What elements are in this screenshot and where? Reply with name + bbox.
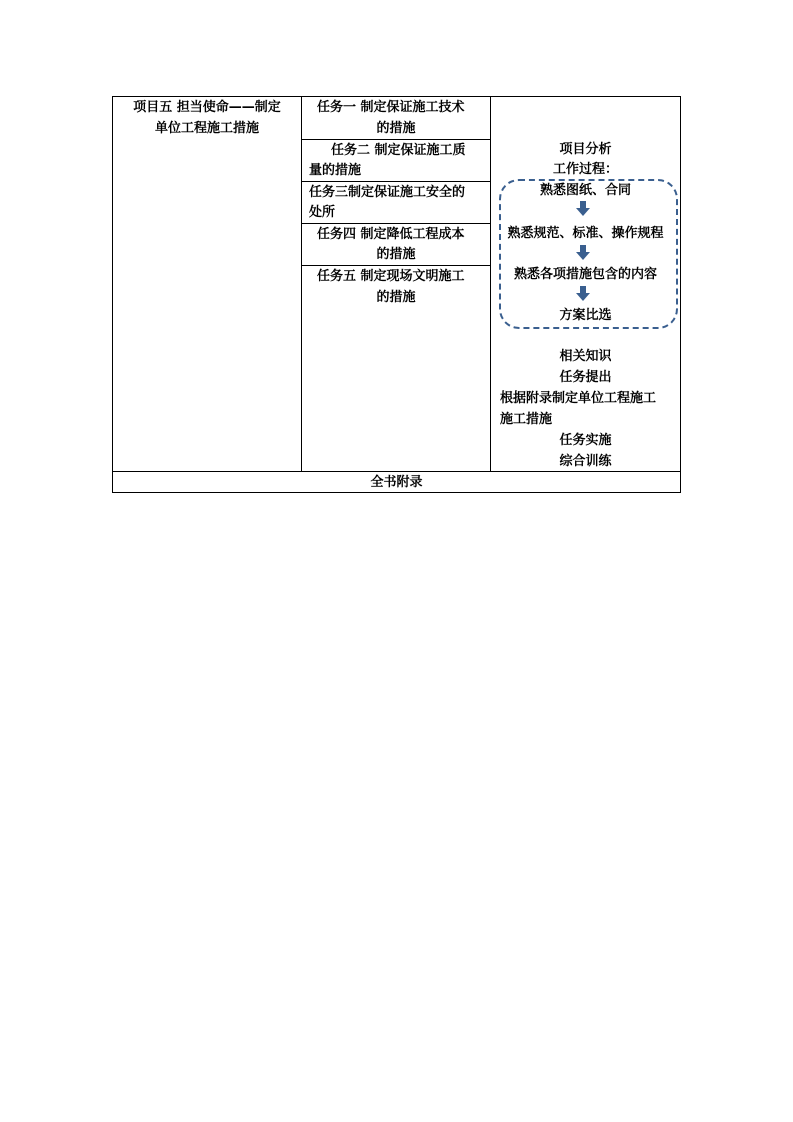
task-4-line1: 任务四 制定降低工程成本 <box>317 227 465 242</box>
task-1-line1: 任务一 制定保证施工技术 <box>317 100 465 115</box>
arrow-down-icon <box>575 245 591 261</box>
task-2-line2: 量的措施 <box>309 163 362 178</box>
task-1-line2: 的措施 <box>376 121 416 136</box>
task-5-line1: 任务五 制定现场文明施工 <box>317 269 465 284</box>
project-title-line1: 项目五 担当使命——制定 <box>133 100 281 115</box>
task-implementation: 任务实施 <box>559 433 612 448</box>
basis-line2: 施工措施 <box>500 412 553 427</box>
process-title: 工作过程： <box>552 162 618 177</box>
task-5-line2: 的措施 <box>376 290 416 305</box>
comprehensive-training: 综合训练 <box>559 454 612 469</box>
task-3-line2: 处所 <box>309 205 336 220</box>
related-knowledge: 相关知识 <box>559 349 612 364</box>
process-step-2: 熟悉规范、标准、操作规程 <box>507 226 664 241</box>
task-raise: 任务提出 <box>559 370 612 385</box>
column-divider-1 <box>301 96 302 472</box>
task-4-line2: 的措施 <box>376 247 416 262</box>
process-step-1: 熟悉图纸、合同 <box>539 183 631 198</box>
analysis-title: 项目分析 <box>559 142 612 157</box>
process-step-3: 熟悉各项措施包含的内容 <box>513 267 657 282</box>
arrow-down-icon <box>575 201 591 217</box>
project-title-line2: 单位工程施工措施 <box>154 121 259 136</box>
task-2-line1: 任务二 制定保证施工质 <box>331 143 466 158</box>
task-3-line1: 任务三制定保证施工安全的 <box>309 185 466 200</box>
appendix-footer: 全书附录 <box>370 475 423 490</box>
process-step-4: 方案比选 <box>559 308 612 323</box>
arrow-down-icon <box>575 286 591 302</box>
basis-line1: 根据附录制定单位工程施工 <box>500 391 657 406</box>
